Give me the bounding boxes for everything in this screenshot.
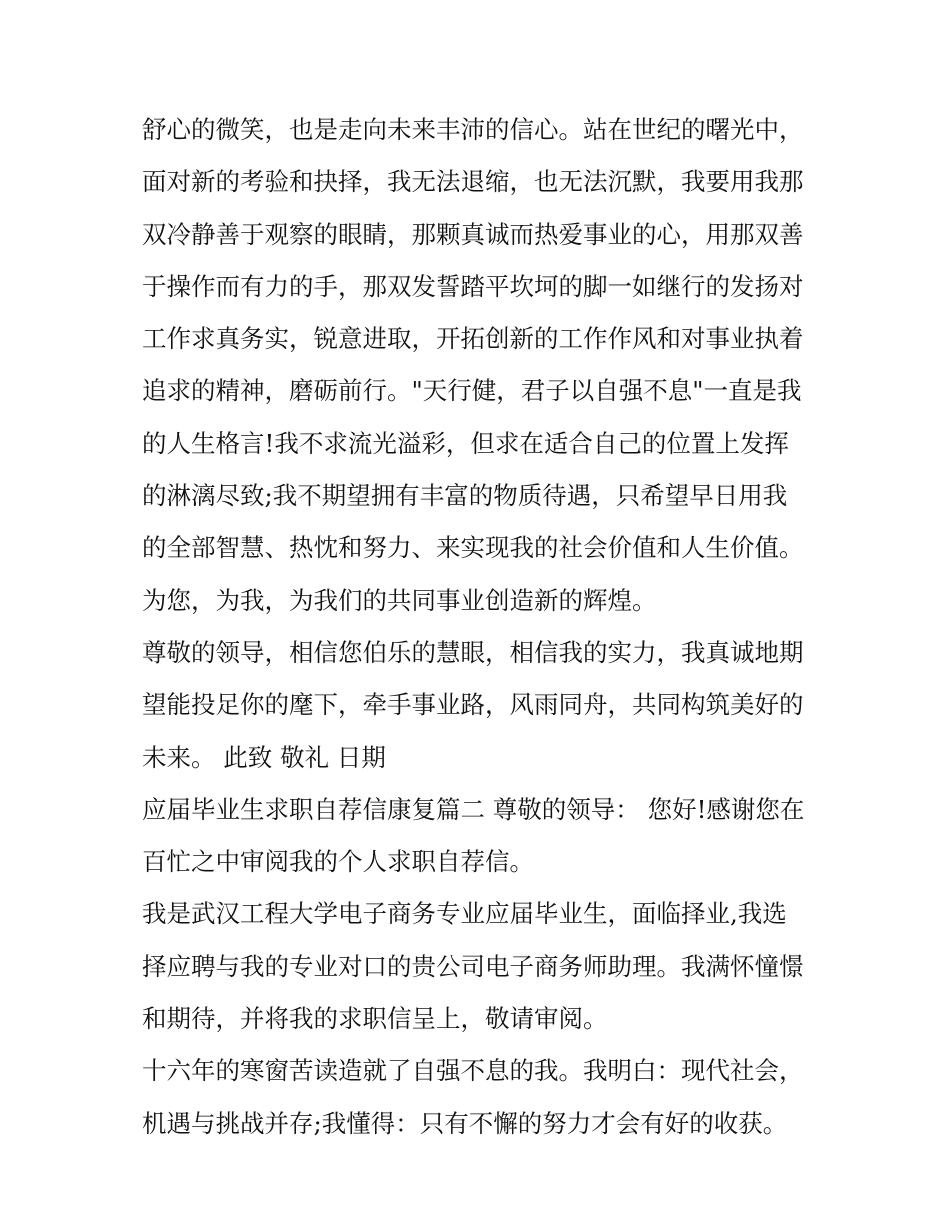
text-line: 的人生格言!我不求流光溢彩，但求在适合自己的位置上发挥 bbox=[142, 428, 789, 458]
text-line: 择应聘与我的专业对口的贵公司电子商务师助理。我满怀憧憬 bbox=[142, 951, 804, 981]
text-line: 双冷静善于观察的眼睛，那颗真诚而热爱事业的心，用那双善 bbox=[142, 219, 804, 249]
text-line: 的淋漓尽致;我不期望拥有丰富的物质待遇，只希望早日用我 bbox=[142, 481, 788, 511]
text-line: 机遇与挑战并存;我懂得：只有不懈的努力才会有好的收获。 bbox=[142, 1108, 788, 1138]
text-line: 我是武汉工程大学电子商务专业应届毕业生，面临择业,我选 bbox=[142, 899, 787, 929]
text-line: 为您，为我，为我们的共同事业创造新的辉煌。 bbox=[142, 585, 657, 615]
text-line: 未来。 此致 敬礼 日期 bbox=[142, 742, 386, 772]
text-line: 望能投足你的麾下，牵手事业路，风雨同舟，共同构筑美好的 bbox=[142, 690, 804, 720]
text-line: 十六年的寒窗苦读造就了自强不息的我。我明白：现代社会， bbox=[142, 1056, 804, 1086]
text-line: 舒心的微笑，也是走向未来丰沛的信心。站在世纪的曙光中， bbox=[142, 115, 804, 144]
text-line: 追求的精神，磨砺前行。"天行健，君子以自强不息"一直是我 bbox=[142, 376, 802, 406]
text-line: 工作求真务实，锐意进取，开拓创新的工作作风和对事业执着 bbox=[142, 324, 804, 354]
text-line: 和期待，并将我的求职信呈上，敬请审阅。 bbox=[142, 1004, 608, 1034]
document-body bbox=[142, 104, 822, 1150]
text-line: 尊敬的领导，相信您伯乐的慧眼，相信我的实力，我真诚地期 bbox=[142, 637, 804, 667]
text-line: 百忙之中审阅我的个人求职自荐信。 bbox=[142, 847, 534, 877]
text-line: 的全部智慧、热忱和努力、来实现我的社会价值和人生价值。 bbox=[142, 533, 804, 563]
text-line: 面对新的考验和抉择，我无法退缩，也无法沉默，我要用我那 bbox=[142, 167, 804, 197]
text-line: 应届毕业生求职自荐信康复篇二 尊敬的领导： 您好!感谢您在 bbox=[142, 794, 805, 824]
text-line: 于操作而有力的手，那双发誓踏平坎坷的脚一如继行的发扬对 bbox=[142, 271, 804, 301]
